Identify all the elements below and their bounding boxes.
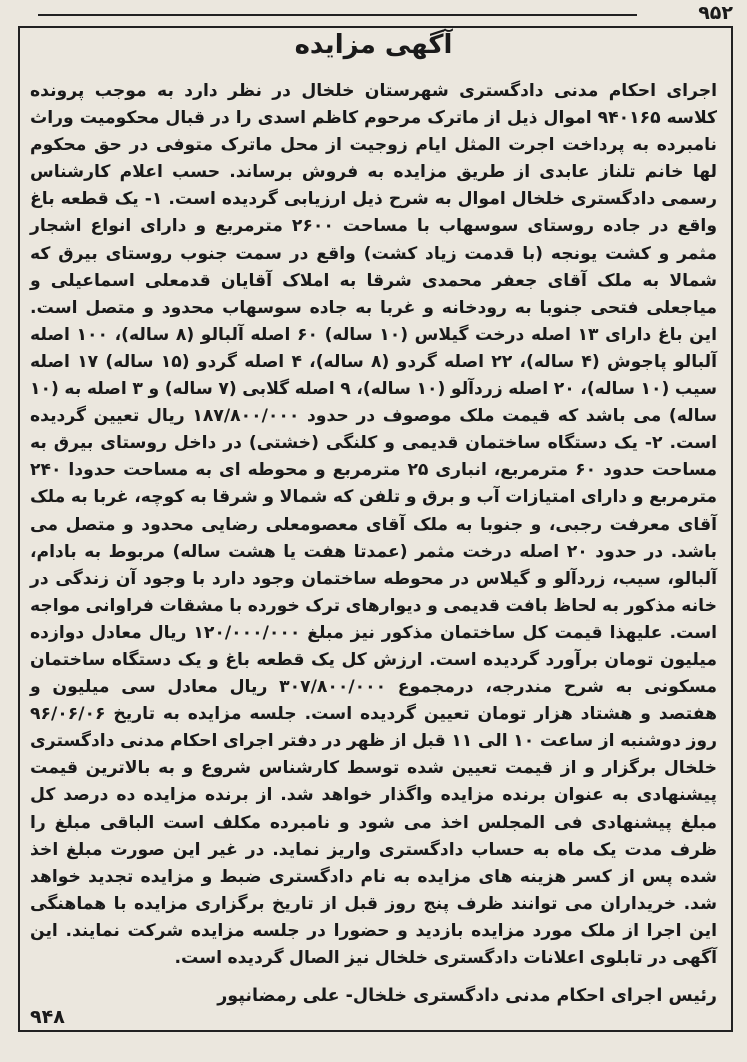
header-rule [38, 14, 637, 16]
header-number: ۹۵۲ [698, 2, 733, 24]
notice-body: اجرای احکام مدنی دادگستری شهرستان خلخال در نظر دارد به موجب پرونده کلاسه ۹۴۰۱۶۵ اموال ذیل از ماترک مرحوم کاظم اسدی را در قبال محکومیت وراث نامبرده به پرداخت اجرت المثل ایام زوجیت از محل ماترک متوفی در حق محکوم لها خانم تلناز عابدی از طریق مزایده به فروش برساند. حسب اعلام کارشناس رسمی دادگستری خلخال اموال به شرح ذیل ارزیابی گردیده است. ۱- یک قطعه باغ واقع در جاده روستای سوسهاب با مساحت ۲۶۰۰ مترمربع و دارای انواع اشجار مثمر و کشت یونجه (با قدمت زیاد کشت) واقع در سمت جنوب روستای بیرق که شمالا به ملک آقای جعفر محمدی شرقا به املاک آقایان قدمعلی اسماعیلی و میاجعلی فتحی جنوبا به رودخانه و غربا به جاده سوسهاب محدود و متصل است. این باغ دارای ۱۳ اصله درخت گیلاس (۱۰ ساله) ۶۰ اصله آلبالو (۸ ساله)، ۱۰۰ اصله آلبالو پاجوش (۴ ساله)، ۲۲ اصله گردو (۸ ساله)، ۴ اصله گردو (۱۵ ساله) ۱۷ اصله سیب (۱۰ ساله)، ۲۰ اصله زردآلو (۱۰ ساله)، ۹ اصله گلابی (۷ ساله) و ۳ اصله به (۱۰ ساله) می باشد که قیمت ملک موصوف در حدود ۱۸۷/۸۰۰/۰۰۰ ریال تعیین گردیده است. ۲- یک دستگاه ساختمان قدیمی و کلنگی (خشتی) در داخل روستای بیرق به مساحت حدود ۶۰ مترمربع، انباری ۲۵ مترمربع و محوطه ای به مساحت حدودا ۲۴۰ مترمربع و دارای امتیازات آب و برق و تلفن که شمالا و شرقا به کوچه، غربا به ملک آقای معرفت رجبی، و جنوبا به ملک آقای معصومعلی رضایی محدود و متصل می باشد. در حدود ۲۰ اصله درخت مثمر (عمدتا هفت یا هشت ساله) مربوط به بادام، آلبالو، سیب، زردآلو و گیلاس در محوطه ساختمان وجود دارد با وجود آن زندگی در خانه مذکور به لحاظ بافت قدیمی و دیوارهای ترک خورده با مشقات فراوانی مواجه است. علیهذا قیمت کل ساختمان مذکور نیز مبلغ ۱۲۰/۰۰۰/۰۰۰ ریال معادل دوازده میلیون تومان برآورد گردیده است. ارزش کل یک قطعه باغ و یک دستگاه ساختمان مسکونی به شرح مندرجه، درمجموع ۳۰۷/۸۰۰/۰۰۰ ریال معادل سی میلیون و هفتصد و هشتاد هزار تومان تعیین گردیده است. جلسه مزایده به تاریخ ۹۶/۰۶/۰۶ روز دوشنبه از ساعت ۱۰ الی ۱۱ قبل از ظهر در دفتر اجرای احکام مدنی دادگستری خلخال برگزار و از قیمت تعیین شده توسط کارشناس شروع و به بالاترین قیمت پیشنهادی به عنوان برنده مزایده واگذار خواهد شد. از برنده مزایده ده درصد کل مبلغ پیشنهادی فی المجلس اخذ می شود و نامبرده مکلف است الباقی مبلغ را ظرف مدت یک ماه به حساب دادگستری واریز نماید. در غیر این صورت مبلغ اخذ شده پس از کسر هزینه های مزایده به نام دادگستری ضبط و مزایده تجدید خواهد شد. خریداران می توانند ظرف پنج روز قبل از تاریخ برگزاری مزایده با هماهنگی این اجرا از ملک مورد مزایده بازدید و حضورا در جلسه مزایده شرکت نمایند. این آگهی در تابلوی اعلانات دادگستری خلخال نیز الصال گردیده است. [30, 81, 718, 968]
footer-number: ۹۴۸ [30, 1006, 65, 1028]
notice-title: آگهی مزایده [294, 30, 453, 60]
notice-signature: رئیس اجرای احکام مدنی دادگستری خلخال- علی رمضانپور [217, 986, 717, 1006]
